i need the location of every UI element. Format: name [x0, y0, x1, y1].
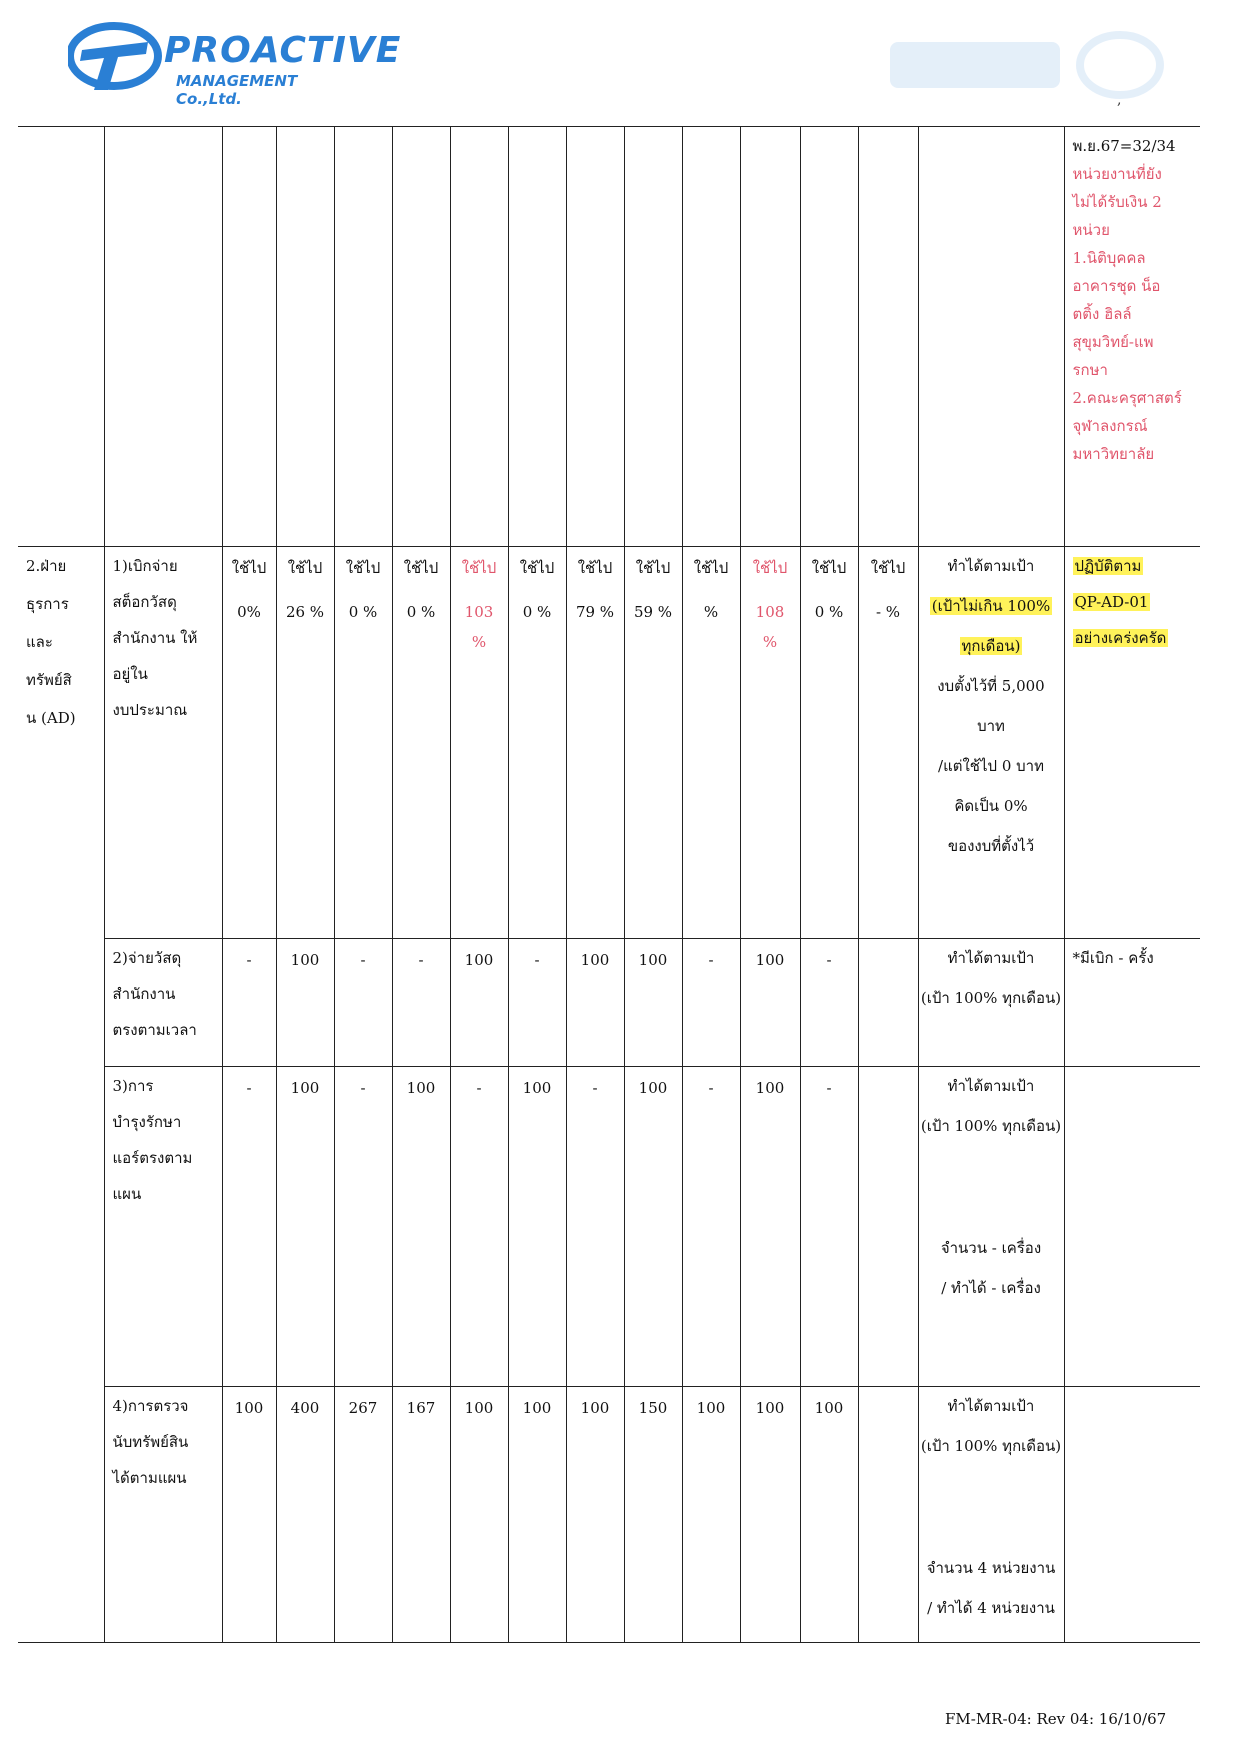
month-cell: -	[682, 1067, 740, 1387]
month-cell: 400	[276, 1387, 334, 1643]
month-cell: 100	[682, 1387, 740, 1643]
month-cell-over-budget: ใช้ไป 103 %	[450, 547, 508, 939]
month-cell: 100	[276, 939, 334, 1067]
month-cell: ใช้ไป 0 %	[334, 547, 392, 939]
month-cell: 100	[508, 1387, 566, 1643]
month-cell: 167	[392, 1387, 450, 1643]
month-cell: ใช้ไป - %	[858, 547, 918, 939]
month-cell: 100	[508, 1067, 566, 1387]
item-cell: 3)การ บำรุงรักษา แอร์ตรงตาม แผน	[104, 1067, 222, 1387]
month-cell: -	[682, 939, 740, 1067]
month-cell: 100	[450, 1387, 508, 1643]
month-cell: -	[222, 1067, 276, 1387]
department-cell: 2.ฝ่าย ธุรการ และ ทรัพย์สิ น (AD)	[18, 547, 104, 1643]
report-table	[18, 126, 1200, 1643]
item-cell: 4)การตรวจ นับทรัพย์สิน ได้ตามแผน	[104, 1387, 222, 1643]
table-row-continuation	[18, 127, 1200, 547]
tick-mark: ,	[1117, 92, 1122, 108]
table-row-4	[18, 1387, 1200, 1643]
target-cell: ทำได้ตามเป้า (เป้า 100% ทุกเดือน) จำนวน - เครื่อง / ทำได้ - เครื่อง	[918, 1067, 1064, 1387]
month-cell: -	[222, 939, 276, 1067]
table-row-1	[18, 547, 1200, 939]
note-cell	[1064, 1067, 1200, 1387]
month-cell: 100	[276, 1067, 334, 1387]
month-cell: ใช้ไป 0 %	[508, 547, 566, 939]
note-cell	[1064, 1387, 1200, 1643]
item-cell: 2)จ่ายวัสดุ สำนักงาน ตรงตามเวลา	[104, 939, 222, 1067]
company-logo-icon	[68, 20, 164, 92]
month-cell: ใช้ไป 0 %	[392, 547, 450, 939]
month-cell: 100	[566, 1387, 624, 1643]
month-cell: -	[800, 939, 858, 1067]
month-cell	[858, 1067, 918, 1387]
form-code: FM-MR-04: Rev 04: 16/10/67	[945, 1710, 1167, 1728]
month-cell: 100	[566, 939, 624, 1067]
table-row-3	[18, 1067, 1200, 1387]
month-cell: ใช้ไป %	[682, 547, 740, 939]
month-cell: -	[450, 1067, 508, 1387]
target-cell: ทำได้ตามเป้า (เป้า 100% ทุกเดือน)	[918, 939, 1064, 1067]
note-cell: ปฏิบัติตาม QP-AD-01 อย่างเคร่งครัด	[1064, 547, 1200, 939]
month-cell: 100	[624, 939, 682, 1067]
target-cell: ทำได้ตามเป้า (เป้า 100% ทุกเดือน) จำนวน 4 หน่วยงาน / ทำได้ 4 หน่วยงาน	[918, 1387, 1064, 1643]
item-cell: 1)เบิกจ่าย สต็อกวัสดุ สำนักงาน ให้ อยู่ใน งบประมาณ	[104, 547, 222, 939]
month-cell: ใช้ไป 79 %	[566, 547, 624, 939]
month-cell: -	[566, 1067, 624, 1387]
top-note: พ.ย.67=32/34 หน่วยงานที่ยัง ไม่ได้รับเงิน 2 หน่วย 1.นิติบุคคล อาคารชุด น็อ ตติ้ง ฮิลล์ สุขุมวิทย์-แพ รกษา 2.คณะครุศาสตร์ จุฬาลงกรณ์ มหาวิทยาลัย	[1064, 127, 1200, 547]
month-cell-over-budget: ใช้ไป 108 %	[740, 547, 800, 939]
month-cell: 100	[800, 1387, 858, 1643]
month-cell: 100	[392, 1067, 450, 1387]
month-cell: 100	[450, 939, 508, 1067]
month-cell	[858, 939, 918, 1067]
month-cell: -	[334, 1067, 392, 1387]
month-cell: ใช้ไป 0%	[222, 547, 276, 939]
table-row-2	[18, 939, 1200, 1067]
month-cell: 150	[624, 1387, 682, 1643]
month-cell: -	[392, 939, 450, 1067]
month-cell: -	[334, 939, 392, 1067]
month-cell: 100	[222, 1387, 276, 1643]
month-cell: 100	[740, 939, 800, 1067]
month-cell: -	[800, 1067, 858, 1387]
month-cell: 100	[740, 1387, 800, 1643]
month-cell: ใช้ไป 0 %	[800, 547, 858, 939]
month-cell: 100	[740, 1067, 800, 1387]
target-cell: ทำได้ตามเป้า (เป้าไม่เกิน 100% ทุกเดือน) งบตั้งไว้ที่ 5,000 บาท /แต่ใช้ไป 0 บาท คิดเป็น 0% ของงบที่ตั้งไว้	[918, 547, 1064, 939]
month-cell: 100	[624, 1067, 682, 1387]
month-cell: -	[508, 939, 566, 1067]
company-name: PROACTIVE	[164, 30, 402, 71]
month-cell: 267	[334, 1387, 392, 1643]
month-cell	[858, 1387, 918, 1643]
month-cell: ใช้ไป 26 %	[276, 547, 334, 939]
company-logo	[68, 20, 402, 108]
company-subname: MANAGEMENT Co.,Ltd.	[176, 72, 298, 108]
month-cell: ใช้ไป 59 %	[624, 547, 682, 939]
watermark-logo-icon	[880, 30, 1170, 100]
note-cell: *มีเบิก - ครั้ง	[1064, 939, 1200, 1067]
